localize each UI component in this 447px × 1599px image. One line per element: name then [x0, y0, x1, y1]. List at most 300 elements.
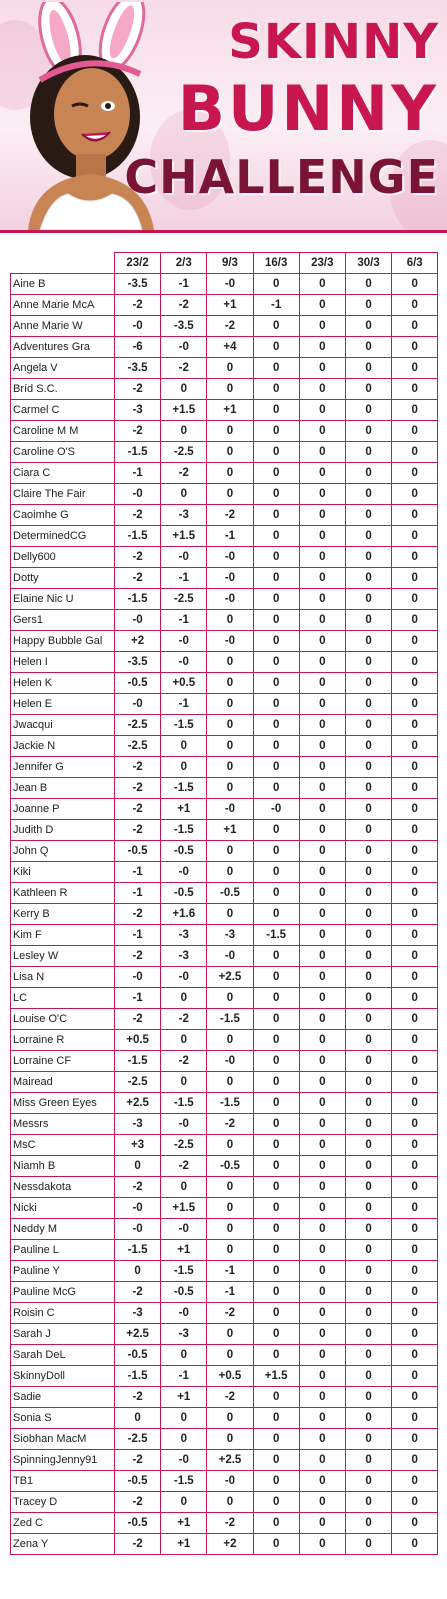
weight-change-cell: 0 [345, 1219, 391, 1240]
weight-change-cell: 0 [392, 967, 438, 988]
weight-change-cell: 0 [345, 904, 391, 925]
weight-change-cell: -2 [115, 1177, 161, 1198]
weight-change-cell: -0 [115, 1198, 161, 1219]
weight-change-cell: 0 [392, 1240, 438, 1261]
table-row [11, 358, 438, 379]
weight-change-cell: 0 [299, 1114, 345, 1135]
weight-change-cell: 0 [299, 1282, 345, 1303]
participant-name: Aine B [11, 274, 115, 295]
weight-change-cell: 0 [345, 967, 391, 988]
table-row [11, 1387, 438, 1408]
column-header: 30/3 [345, 253, 391, 274]
weight-change-cell: 0 [299, 421, 345, 442]
weight-change-cell: 0 [392, 1282, 438, 1303]
weight-change-cell: 0 [392, 715, 438, 736]
weight-change-cell: 0 [392, 526, 438, 547]
weight-change-cell: 0 [392, 463, 438, 484]
participant-name: Sonia S [11, 1408, 115, 1429]
weight-change-cell: 0 [392, 925, 438, 946]
weight-change-cell: 0 [392, 946, 438, 967]
participant-name: Jackie N [11, 736, 115, 757]
weight-change-cell: 0 [253, 1240, 299, 1261]
weight-change-cell: 0 [345, 1093, 391, 1114]
participant-name: Neddy M [11, 1219, 115, 1240]
weight-change-cell: -0 [161, 547, 207, 568]
weight-change-cell: +0.5 [161, 673, 207, 694]
weight-change-cell: -0 [207, 946, 253, 967]
participant-name: Gers1 [11, 610, 115, 631]
weight-change-cell: 0 [392, 820, 438, 841]
weight-change-cell: 0 [345, 841, 391, 862]
weight-change-cell: 0 [392, 1429, 438, 1450]
table-row [11, 1429, 438, 1450]
weight-change-cell: 0 [345, 463, 391, 484]
participant-name: Lesley W [11, 946, 115, 967]
weight-change-cell: 0 [207, 1135, 253, 1156]
weight-change-cell: 0 [253, 463, 299, 484]
weight-change-cell: 0 [345, 883, 391, 904]
column-header: 9/3 [207, 253, 253, 274]
weight-change-cell: 0 [299, 862, 345, 883]
weight-change-cell: 0 [392, 631, 438, 652]
participant-name: Lisa N [11, 967, 115, 988]
table-row [11, 316, 438, 337]
weight-change-cell: -3 [161, 925, 207, 946]
weight-change-cell: 0 [207, 1324, 253, 1345]
weight-change-cell: 0 [299, 463, 345, 484]
weight-change-cell: -2 [207, 1303, 253, 1324]
weight-change-cell: -0 [161, 1114, 207, 1135]
participant-name: Caoimhe G [11, 505, 115, 526]
weight-change-cell: 0 [207, 1030, 253, 1051]
weight-change-cell: 0 [253, 610, 299, 631]
weight-change-cell: 0 [299, 1009, 345, 1030]
weight-change-cell: 0 [345, 358, 391, 379]
participant-name: MsC [11, 1135, 115, 1156]
weight-change-cell: 0 [345, 547, 391, 568]
weight-change-cell: -2.5 [161, 589, 207, 610]
weight-change-cell: -0 [207, 1051, 253, 1072]
weight-change-cell: 0 [253, 1345, 299, 1366]
weight-change-cell: 0 [253, 1471, 299, 1492]
weight-change-cell: 0 [392, 1093, 438, 1114]
table-row [11, 988, 438, 1009]
participant-name: Adventures Gra [11, 337, 115, 358]
weight-change-cell: 0 [253, 547, 299, 568]
participant-name: Jennifer G [11, 757, 115, 778]
weight-change-cell: -0 [207, 568, 253, 589]
weight-change-cell: -1.5 [115, 589, 161, 610]
weight-change-cell: 0 [392, 841, 438, 862]
weight-change-cell: 0 [299, 1240, 345, 1261]
weight-change-cell: 0 [253, 316, 299, 337]
weight-change-cell: 0 [392, 1261, 438, 1282]
weight-change-cell: 0 [345, 1282, 391, 1303]
participant-name: Caroline M M [11, 421, 115, 442]
weight-change-cell: 0 [345, 1429, 391, 1450]
weight-change-cell: 0 [207, 463, 253, 484]
table-row [11, 1135, 438, 1156]
weight-change-cell: 0 [299, 967, 345, 988]
table-row [11, 1114, 438, 1135]
weight-change-cell: -2 [115, 946, 161, 967]
weight-change-cell: -2 [161, 463, 207, 484]
weight-change-cell: 0 [299, 715, 345, 736]
weight-change-cell: 0 [299, 400, 345, 421]
weight-change-cell: -0 [115, 484, 161, 505]
weight-change-cell: -2 [115, 1450, 161, 1471]
table-row [11, 337, 438, 358]
weight-change-cell: -1.5 [253, 925, 299, 946]
table-row [11, 883, 438, 904]
weight-change-cell: 0 [299, 589, 345, 610]
participant-name: Kim F [11, 925, 115, 946]
weight-change-cell: 0 [299, 295, 345, 316]
weight-change-cell: -1 [115, 862, 161, 883]
weight-change-cell: +1.5 [161, 526, 207, 547]
participant-name: Pauline Y [11, 1261, 115, 1282]
corner-cell [11, 253, 115, 274]
weight-change-cell: -2 [115, 1534, 161, 1555]
weight-change-cell: -2 [161, 295, 207, 316]
weight-change-cell: 0 [345, 505, 391, 526]
weight-change-cell: 0 [345, 1387, 391, 1408]
weight-change-cell: 0 [345, 988, 391, 1009]
weight-change-cell: 0 [299, 1471, 345, 1492]
weight-change-cell: -2.5 [161, 1135, 207, 1156]
weight-change-cell: -0.5 [161, 883, 207, 904]
weight-change-cell: 0 [345, 736, 391, 757]
weight-change-cell: -1.5 [115, 442, 161, 463]
weight-change-cell: 0 [299, 1366, 345, 1387]
title-line-1: SKINNY [228, 14, 439, 70]
participant-name: Sarah DeL [11, 1345, 115, 1366]
weight-change-cell: 0 [299, 1408, 345, 1429]
weight-change-cell: 0 [207, 442, 253, 463]
participant-name: Elaine Nic U [11, 589, 115, 610]
weight-change-cell: 0 [345, 778, 391, 799]
weight-change-cell: 0 [253, 631, 299, 652]
weight-change-cell: 0 [392, 904, 438, 925]
weight-change-cell: 0 [253, 736, 299, 757]
table-row [11, 463, 438, 484]
weight-change-cell: -0 [161, 862, 207, 883]
participant-name: Helen K [11, 673, 115, 694]
weight-change-cell: 0 [207, 1492, 253, 1513]
weight-change-cell: -1 [207, 1261, 253, 1282]
weight-change-cell: 0 [115, 1156, 161, 1177]
weight-change-cell: +0.5 [115, 1030, 161, 1051]
weight-change-cell: 0 [392, 274, 438, 295]
table-row [11, 1177, 438, 1198]
weight-change-cell: 0 [345, 1135, 391, 1156]
weight-change-cell: 0 [253, 526, 299, 547]
weight-change-cell: -0 [161, 1450, 207, 1471]
weight-change-cell: 0 [253, 589, 299, 610]
table-row [11, 1471, 438, 1492]
weight-change-cell: -0.5 [115, 841, 161, 862]
weight-change-cell: 0 [392, 1072, 438, 1093]
weight-change-cell: 0 [253, 505, 299, 526]
weight-change-cell: 0 [345, 316, 391, 337]
weight-change-cell: -3.5 [161, 316, 207, 337]
participant-name: SkinnyDoll [11, 1366, 115, 1387]
weight-change-cell: -0.5 [115, 1471, 161, 1492]
participant-name: Kiki [11, 862, 115, 883]
weight-change-cell: -0 [207, 274, 253, 295]
weight-change-cell: -0.5 [161, 841, 207, 862]
weight-change-cell: 0 [253, 820, 299, 841]
weight-change-cell: -0.5 [115, 673, 161, 694]
participant-name: Delly600 [11, 547, 115, 568]
weight-change-cell: 0 [207, 778, 253, 799]
weight-change-cell: -3 [207, 925, 253, 946]
weight-change-cell: +2.5 [207, 967, 253, 988]
participant-name: Jwacqui [11, 715, 115, 736]
participant-name: Zed C [11, 1513, 115, 1534]
weight-change-cell: 0 [253, 673, 299, 694]
weight-change-cell: 0 [392, 421, 438, 442]
weight-change-cell: -2 [115, 1009, 161, 1030]
weight-change-cell: 0 [253, 1387, 299, 1408]
weight-change-cell: -1.5 [161, 1471, 207, 1492]
weight-change-cell: 0 [207, 1240, 253, 1261]
weight-change-cell: 0 [345, 799, 391, 820]
table-row [11, 379, 438, 400]
participant-name: Angela V [11, 358, 115, 379]
weight-change-cell: 0 [345, 1450, 391, 1471]
weight-change-cell: -2 [115, 1387, 161, 1408]
weight-change-cell: -1.5 [115, 526, 161, 547]
weight-change-cell: 0 [345, 1513, 391, 1534]
participant-name: Pauline L [11, 1240, 115, 1261]
weight-change-cell: +2.5 [115, 1324, 161, 1345]
weight-change-cell: 0 [207, 715, 253, 736]
weight-change-cell: 0 [345, 946, 391, 967]
weight-change-cell: 0 [345, 1114, 391, 1135]
weight-change-cell: -1 [161, 610, 207, 631]
weight-change-cell: 0 [299, 484, 345, 505]
weight-change-cell: 0 [299, 547, 345, 568]
weight-change-cell: 0 [299, 1450, 345, 1471]
weight-change-cell: 0 [392, 778, 438, 799]
table-row [11, 1051, 438, 1072]
weight-change-cell: 0 [161, 379, 207, 400]
weight-change-cell: 0 [299, 505, 345, 526]
weight-change-cell: 0 [299, 1177, 345, 1198]
table-row [11, 652, 438, 673]
weight-change-cell: -0.5 [207, 883, 253, 904]
weight-change-cell: 0 [392, 1135, 438, 1156]
table-row [11, 1513, 438, 1534]
weight-change-cell: +1.6 [161, 904, 207, 925]
participant-name: DeterminedCG [11, 526, 115, 547]
weight-change-cell: -0 [161, 967, 207, 988]
weight-change-cell: -2.5 [115, 715, 161, 736]
weight-change-cell: 0 [345, 568, 391, 589]
weight-change-cell: 0 [345, 820, 391, 841]
weight-change-cell: 0 [392, 358, 438, 379]
table-row [11, 400, 438, 421]
weight-change-cell: -2.5 [115, 736, 161, 757]
table-row [11, 736, 438, 757]
table-row [11, 673, 438, 694]
weight-change-cell: 0 [392, 316, 438, 337]
weight-change-cell: -0 [115, 1219, 161, 1240]
weight-change-cell: 0 [299, 631, 345, 652]
weight-change-cell: 0 [299, 526, 345, 547]
weight-change-cell: 0 [253, 1513, 299, 1534]
table-row [11, 589, 438, 610]
weight-change-cell: 0 [253, 988, 299, 1009]
table-row [11, 526, 438, 547]
weight-change-cell: 0 [253, 1177, 299, 1198]
weight-change-cell: -1 [115, 463, 161, 484]
weight-change-cell: 0 [299, 1303, 345, 1324]
weight-change-cell: 0 [345, 1198, 391, 1219]
weight-change-cell: 0 [299, 337, 345, 358]
weight-change-cell: 0 [345, 1009, 391, 1030]
weight-change-cell: 0 [161, 757, 207, 778]
table-row [11, 1366, 438, 1387]
weight-change-cell: 0 [392, 1366, 438, 1387]
weight-change-cell: -0 [161, 1219, 207, 1240]
column-header: 2/3 [161, 253, 207, 274]
table-row [11, 1324, 438, 1345]
weight-change-cell: 0 [253, 1051, 299, 1072]
weight-change-cell: 0 [392, 1513, 438, 1534]
weight-change-cell: 0 [253, 484, 299, 505]
weight-change-cell: 0 [299, 1135, 345, 1156]
weight-change-cell: 0 [345, 610, 391, 631]
weight-change-cell: -3.5 [115, 274, 161, 295]
weight-change-cell: 0 [253, 757, 299, 778]
weight-change-cell: 0 [253, 1156, 299, 1177]
weight-change-cell: -2 [115, 1492, 161, 1513]
weight-change-cell: 0 [299, 778, 345, 799]
weight-change-cell: 0 [253, 442, 299, 463]
weight-change-cell: 0 [345, 631, 391, 652]
weight-change-cell: -1 [161, 274, 207, 295]
weight-change-cell: 0 [392, 988, 438, 1009]
weight-change-cell: -2 [115, 547, 161, 568]
column-header: 6/3 [392, 253, 438, 274]
participant-name: TB1 [11, 1471, 115, 1492]
weight-change-cell: +1 [161, 1513, 207, 1534]
weight-change-cell: 0 [253, 1219, 299, 1240]
weight-change-cell: 0 [392, 568, 438, 589]
weight-change-cell: -2 [115, 1282, 161, 1303]
weight-change-cell: 0 [253, 1408, 299, 1429]
weight-change-cell: -2 [115, 799, 161, 820]
participant-name: Lorraine R [11, 1030, 115, 1051]
weight-change-cell: 0 [345, 757, 391, 778]
weight-change-cell: 0 [345, 1366, 391, 1387]
weight-change-cell: -1 [115, 925, 161, 946]
weight-change-cell: 0 [253, 1114, 299, 1135]
participant-name: Bríd S.C. [11, 379, 115, 400]
weight-change-cell: 0 [207, 694, 253, 715]
table-row [11, 505, 438, 526]
weight-change-cell: 0 [392, 589, 438, 610]
weight-change-cell: 0 [161, 421, 207, 442]
results-table [10, 252, 438, 1555]
weight-change-cell: -2 [161, 1051, 207, 1072]
table-row [11, 1093, 438, 1114]
weight-change-cell: 0 [345, 1177, 391, 1198]
weight-change-cell: 0 [253, 946, 299, 967]
weight-change-cell: 0 [345, 694, 391, 715]
weight-change-cell: -2 [115, 421, 161, 442]
weight-change-cell: -2 [161, 1156, 207, 1177]
weight-change-cell: 0 [253, 883, 299, 904]
table-row [11, 967, 438, 988]
participant-name: Anne Marie McA [11, 295, 115, 316]
weight-change-cell: +1 [207, 820, 253, 841]
weight-change-cell: 0 [345, 1492, 391, 1513]
participant-name: Jean B [11, 778, 115, 799]
header-row [11, 253, 438, 274]
weight-change-cell: 0 [299, 1534, 345, 1555]
weight-change-cell: 0 [392, 442, 438, 463]
weight-change-cell: -2 [207, 1114, 253, 1135]
weight-change-cell: 0 [345, 379, 391, 400]
column-header: 23/3 [299, 253, 345, 274]
weight-change-cell: +2.5 [207, 1450, 253, 1471]
weight-change-cell: +3 [115, 1135, 161, 1156]
weight-change-cell: 0 [207, 1345, 253, 1366]
weight-change-cell: 0 [392, 400, 438, 421]
participant-name: Caroline O'S [11, 442, 115, 463]
weight-change-cell: -3 [161, 1324, 207, 1345]
weight-change-cell: 0 [299, 1030, 345, 1051]
weight-change-cell: 0 [253, 1534, 299, 1555]
weight-change-cell: 0 [207, 1429, 253, 1450]
weight-change-cell: -2 [115, 757, 161, 778]
weight-change-cell: 0 [207, 1072, 253, 1093]
weight-change-cell: +2 [115, 631, 161, 652]
weight-change-cell: 0 [299, 1261, 345, 1282]
participant-name: Carmel C [11, 400, 115, 421]
weight-change-cell: 0 [345, 337, 391, 358]
weight-change-cell: -0.5 [115, 1513, 161, 1534]
participant-name: LC [11, 988, 115, 1009]
weight-change-cell: -0 [207, 631, 253, 652]
weight-change-cell: 0 [207, 673, 253, 694]
weight-change-cell: -3.5 [115, 652, 161, 673]
weight-change-cell: 0 [345, 1534, 391, 1555]
weight-change-cell: 0 [345, 1324, 391, 1345]
weight-change-cell: -1.5 [161, 1093, 207, 1114]
weight-change-cell: 0 [392, 862, 438, 883]
weight-change-cell: -2 [207, 316, 253, 337]
table-row [11, 547, 438, 568]
weight-change-cell: -0 [161, 337, 207, 358]
table-row [11, 757, 438, 778]
weight-change-cell: 0 [345, 862, 391, 883]
participant-name: Nicki [11, 1198, 115, 1219]
table-row [11, 820, 438, 841]
weight-change-cell: 0 [299, 379, 345, 400]
weight-change-cell: 0 [207, 379, 253, 400]
weight-change-cell: 0 [253, 358, 299, 379]
table-row [11, 631, 438, 652]
participant-name: Messrs [11, 1114, 115, 1135]
weight-change-cell: +1 [161, 1534, 207, 1555]
participant-name: Kerry B [11, 904, 115, 925]
weight-change-cell: 0 [299, 1324, 345, 1345]
weight-change-cell: +1.5 [253, 1366, 299, 1387]
